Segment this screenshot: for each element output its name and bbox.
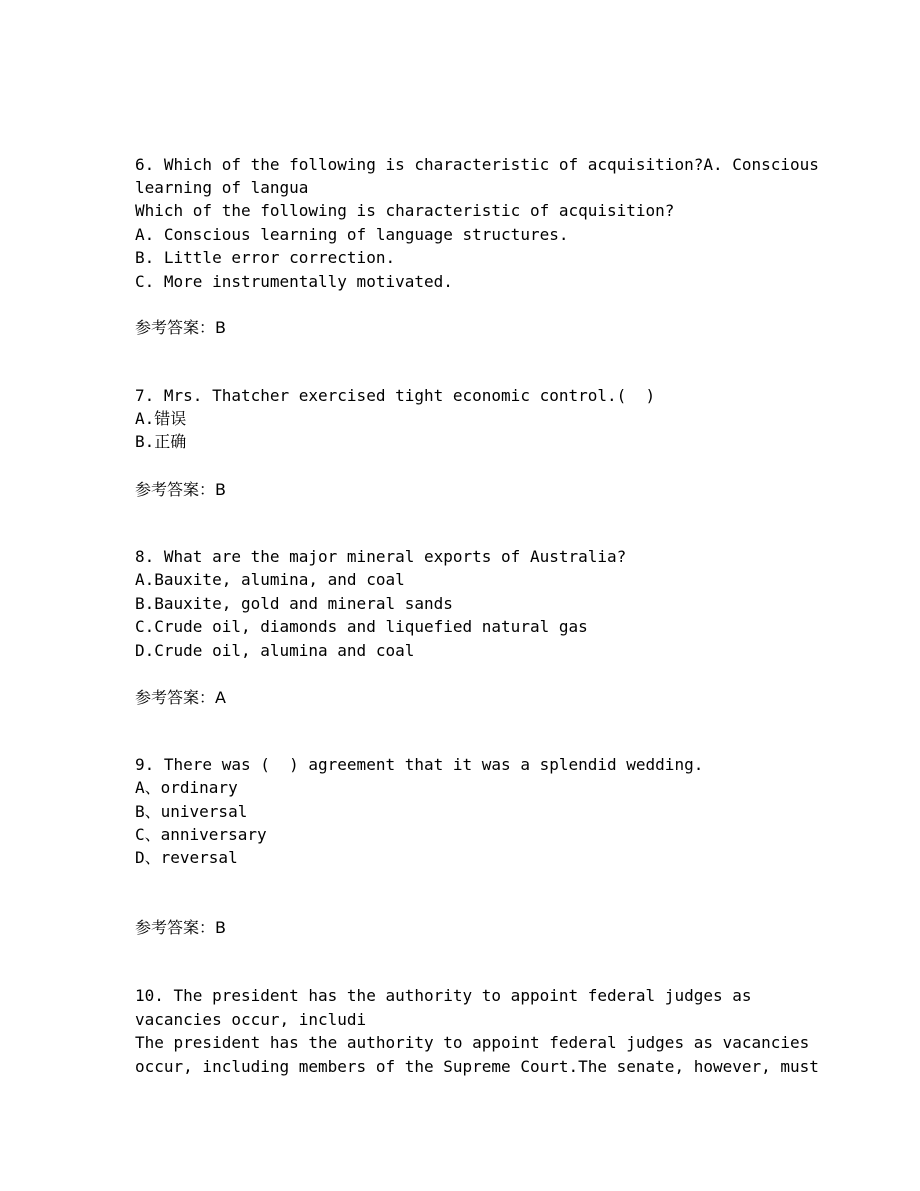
- question-9-option-d: D、reversal: [135, 848, 238, 867]
- question-9-option-b: B、universal: [135, 802, 248, 821]
- question-6-option-b: B. Little error correction.: [135, 248, 396, 267]
- question-8-option-b: B.Bauxite, gold and mineral sands: [135, 594, 453, 613]
- question-10-body-line-2: occur, including members of the Supreme Court.The senate, however, must: [135, 1057, 819, 1076]
- question-6-stem-line-1: 6. Which of the following is characteristic of acquisition?A. Conscious: [135, 155, 819, 174]
- question-7-option-a: A.错误: [135, 409, 187, 428]
- question-8-stem: 8. What are the major mineral exports of Australia?: [135, 547, 627, 566]
- question-8-answer: 参考答案：A: [135, 688, 226, 707]
- question-6-answer: 参考答案：B: [135, 318, 226, 337]
- question-7-answer: 参考答案：B: [135, 480, 226, 499]
- question-8-option-c: C.Crude oil, diamonds and liquefied natural gas: [135, 617, 588, 636]
- question-8-option-a: A.Bauxite, alumina, and coal: [135, 570, 405, 589]
- question-7-stem: 7. Mrs. Thatcher exercised tight economic control.( ): [135, 386, 656, 405]
- question-9-answer: 参考答案：B: [135, 918, 226, 937]
- question-10-body-line-1: The president has the authority to appoint federal judges as vacancies: [135, 1033, 810, 1052]
- question-10-stem-line-1: 10. The president has the authority to appoint federal judges as: [135, 986, 752, 1005]
- question-6-stem-line-2: learning of langua: [135, 178, 309, 197]
- question-8-option-d: D.Crude oil, alumina and coal: [135, 641, 415, 660]
- question-9-stem: 9. There was ( ) agreement that it was a splendid wedding.: [135, 755, 704, 774]
- question-6-option-c: C. More instrumentally motivated.: [135, 272, 453, 291]
- question-9-option-a: A、ordinary: [135, 778, 238, 797]
- question-9-option-c: C、anniversary: [135, 825, 267, 844]
- question-6-option-a: A. Conscious learning of language structures.: [135, 225, 569, 244]
- question-6-prompt: Which of the following is characteristic of acquisition?: [135, 201, 675, 220]
- question-10-stem-line-2: vacancies occur, includi: [135, 1010, 367, 1029]
- question-7-option-b: B.正确: [135, 432, 187, 451]
